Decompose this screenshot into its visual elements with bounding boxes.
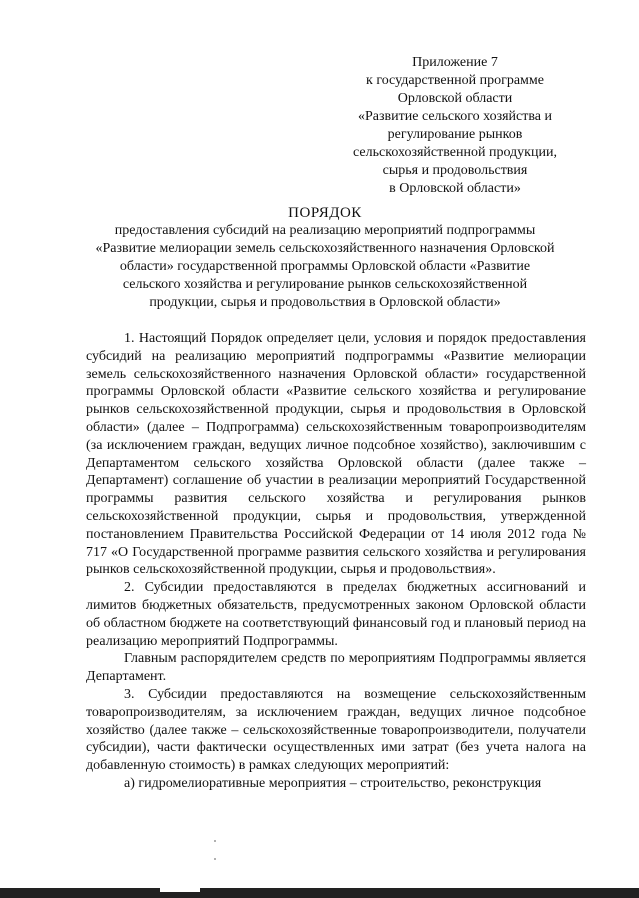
paragraph-4: 3. Субсидии предоставляются на возмещение сельскохозяйственным товаропроизводителям, за исключением граждан, ведущих личное подсобное хозяйство (далее также – сельскохозяйственные товаропроизводители, получатели субсидии), части фактически осуществленных ими затрат (без учета налога на добавленную стоимость) в рамках следующих мероприятий: <box>86 686 586 774</box>
subtitle-line: «Развитие мелиорации земель сельскохозяйственного назначения Орловской <box>95 241 555 256</box>
appendix-line: «Развитие сельского хозяйства и <box>357 109 553 124</box>
scan-edge-bar <box>0 888 639 898</box>
subtitle-line: предоставления субсидий на реализацию мероприятий подпрограммы <box>114 223 536 238</box>
appendix-line: Орловской области <box>397 91 513 106</box>
appendix-line: к государственной программе <box>366 73 544 88</box>
appendix-line: сырья и продовольствия <box>382 163 528 178</box>
paragraph-5: а) гидромелиоративные мероприятия – строительство, реконструкция <box>124 775 542 791</box>
subtitle-line: области» государственной программы Орловской области «Развитие <box>119 259 531 274</box>
appendix-line: регулирование рынков <box>387 127 523 142</box>
scan-speck <box>214 840 216 842</box>
scan-speck <box>214 858 216 860</box>
paragraph-3: Главным распорядителем средств по мероприятиям Подпрограммы является Департамент. <box>86 651 586 685</box>
paragraph-1: 1. Настоящий Порядок определяет цели, условия и порядок предоставления субсидий на реализацию мероприятий подпрограммы «Развитие мелиорации земель сельскохозяйственного назначения Орловской области» государственной программы Орловской области «Развитие сельского хозяйства и регулирование рынков сельскохозяйственной продукции, сырья и продовольствия в Орловской области» (далее – Подпрограмма) сельскохозяйственным товаропроизводителям (за исключением граждан, ведущих личное подсобное хозяйство), заключившим с Департаментом сельского хозяйства Орловской области (далее также – Департамент) соглашение об участии в реализации мероприятий Государственной программы развития сельского хозяйства и регулирования рынков сельскохозяйственной продукции, сырья и продовольствия, утвержденной постановлением Правительства Российской Федерации от 14 июля 2012 года № 717 «О Государственной программе развития сельского хозяйства и регулирования рынков сельскохозяйственной продукции, сырья и продовольствия». <box>86 331 586 578</box>
document-title: ПОРЯДОК <box>288 205 362 221</box>
appendix-header <box>340 54 570 198</box>
document-subtitle <box>60 222 590 312</box>
paragraph-2: 2. Субсидии предоставляются в пределах бюджетных ассигнований и лимитов бюджетных обязательств, предусмотренных законом Орловской области об областном бюджете на соответствующий финансовый год и плановый период на реализацию мероприятий Подпрограммы. <box>86 580 586 649</box>
appendix-line: в Орловской области» <box>389 181 521 196</box>
subtitle-line: сельского хозяйства и регулирование рынков сельскохозяйственной <box>122 277 528 292</box>
appendix-line: сельскохозяйственной продукции, <box>353 145 557 160</box>
scan-edge-gap <box>160 888 200 892</box>
document-body <box>86 330 586 793</box>
appendix-line: Приложение 7 <box>412 55 498 70</box>
subtitle-line: продукции, сырья и продовольствия в Орловской области» <box>149 295 501 310</box>
